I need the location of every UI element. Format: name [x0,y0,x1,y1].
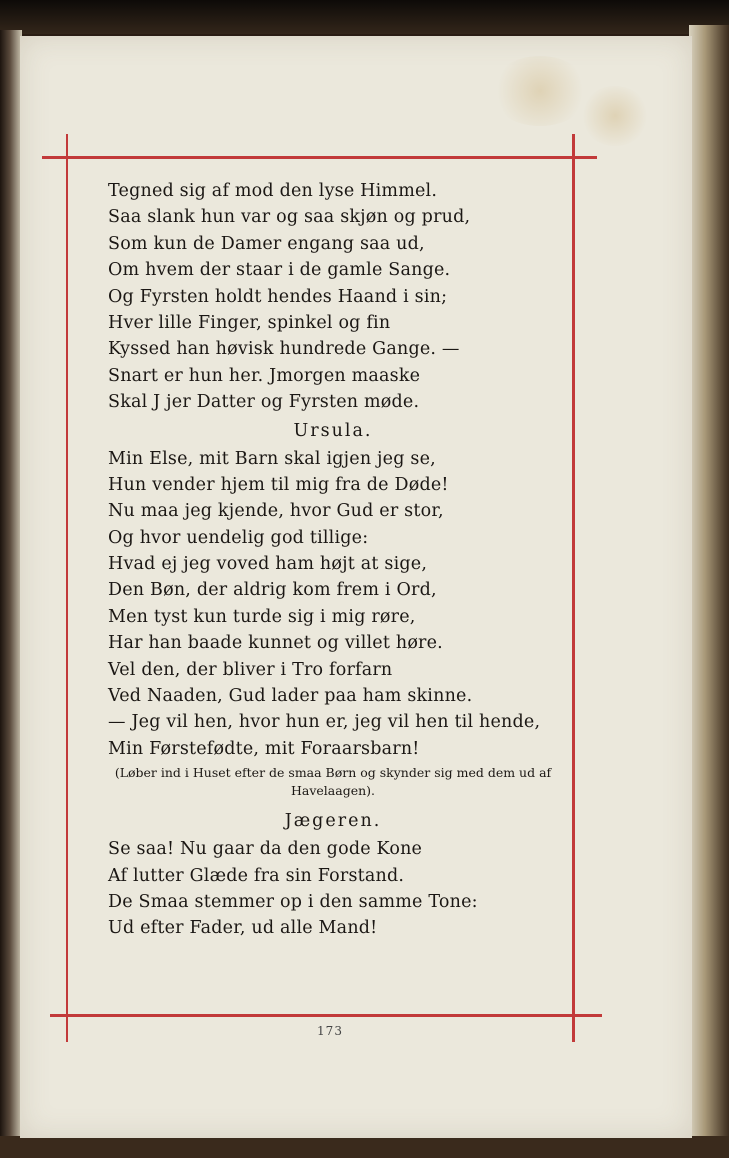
verse-line: — Jeg vil hen, hvor hun er, jeg vil hen til hende, [108,712,541,733]
page-number: 173 [317,1024,343,1038]
speaker-name: Ursula. [293,420,373,441]
poem-text [108,178,558,942]
paper-stain [580,86,650,146]
verse-line: Har han baade kunnet og villet høre. [108,633,443,654]
verse-line: Kyssed han høvisk hundrede Gange. — [108,339,460,360]
stanza-3 [108,836,558,942]
book-fore-edge [689,25,729,1145]
border-rule-bottom [50,1014,602,1017]
verse-line: Ud efter Fader, ud alle Mand! [108,918,378,939]
verse-line: Hvad ej jeg voved ham højt at sige, [108,554,428,575]
verse-line: Som kun de Damer engang saa ud, [108,233,425,254]
border-rule-right [572,134,575,1042]
stanza-1 [108,178,558,416]
verse-line: Men tyst kun turde sig i mig røre, [108,606,416,627]
verse-line: Saa slank hun var og saa skjøn og prud, [108,207,471,228]
verse-line: Af lutter Glæde fra sin Forstand. [108,865,405,886]
border-rule-top [42,156,597,159]
verse-line: Min Førstefødte, mit Foraarsbarn! [108,738,420,759]
verse-line: Skal J jer Datter og Fyrsten møde. [108,392,420,413]
verse-line: Hver lille Finger, spinkel og fin [108,312,391,333]
border-rule-left [66,134,68,1042]
scan-top-edge [0,0,729,34]
verse-line: Tegned sig af mod den lyse Himmel. [108,181,438,201]
verse-line: Hun vender hjem til mig fra de Døde! [108,474,449,495]
verse-line: Og hvor uendelig god tillige: [108,527,369,548]
verse-line: Den Bøn, der aldrig kom frem i Ord, [108,580,437,601]
verse-line: Snart er hun her. Jmorgen maaske [108,365,421,386]
verse-line: Vel den, der bliver i Tro forfarn [108,659,393,680]
verse-line: Om hvem der staar i de gamle Sange. [108,260,451,281]
book-spine-edge [0,30,22,1150]
stanza-2 [108,446,558,763]
paper-stain [490,56,590,126]
verse-line: Se saa! Nu gaar da den gode Kone [108,839,423,860]
verse-line: Og Fyrsten holdt hendes Haand i sin; [108,286,448,307]
scan-bottom-edge [0,1136,729,1158]
speaker-name: Jægeren. [284,811,382,832]
verse-line: Ved Naaden, Gud lader paa ham skinne. [108,686,473,707]
verse-line: Nu maa jeg kjende, hvor Gud er stor, [108,501,444,522]
verse-line: De Smaa stemmer op i den samme Tone: [108,891,478,912]
stage-direction: (Løber ind i Huset efter de smaa Børn og skynder sig med dem ud af Havelaagen). [114,765,552,799]
verse-line: Min Else, mit Barn skal igjen jeg se, [108,448,436,469]
